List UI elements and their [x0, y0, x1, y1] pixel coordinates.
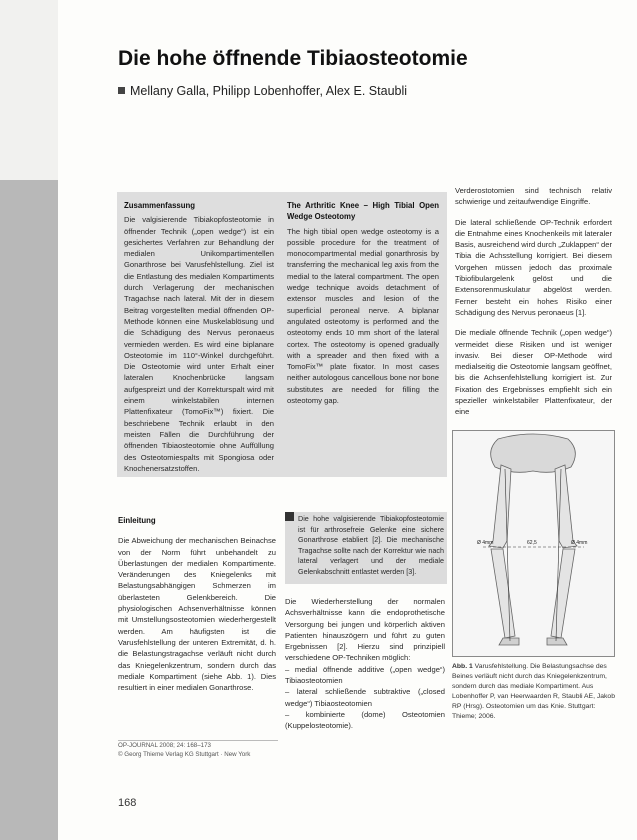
article-title: Die hohe öffnende Tibiaosteotomie [118, 47, 468, 70]
intro-text: Die Abweichung der mechanischen Beinachse von der Norm führt unbehandelt zu Überlastungen der medialen Kompartimente. Veränderungen des Kniegelenks mit Belastungsabhängigen Schmerzen im überlasteten Gelenkbereich. Die physiologischen Achsenverhältnisse können mit Umstellungsosteotomien wiederhergestellt werden. Am häufigsten ist die Varusfehlstellung der unteren Extremität, d. h. die Belastungstragachse verläuft nicht durch das Kniegelenkzentrum, sondern durch das mediale Kompartiment (siehe Abb. 1). Dies resultiert in einer medialen Gonarthrose. [118, 536, 276, 693]
summary-text: The high tibial open wedge osteotomy is a possible procedure for the treatment of monocompartmental medial gonarthrosis by transferring the mechanical leg axis from the medial to the lateral compartment. The open wedge technique avoids detachment of extensor muscles and lesion of the superficial peroneal nerve. A biplanar angulated osteotomy is performed and the osteotomy ends 10 mm short of the lateral cortex. The osteotomy is opened gradually with a spreader and then fixed with a TomoFix™ plate fixator. In most cases neither autologous cancellous bone nor bone substitutes are needed for filling the osteotomy gap. [287, 226, 439, 406]
middle-column [285, 596, 445, 732]
intro-column [118, 515, 276, 693]
abstract-heading: Zusammenfassung [124, 201, 196, 210]
caption-text: Varusfehlstellung. Die Belastungsachse des Beines verläuft nicht durch das Kniegelenkzentrum, sondern durch das mediale Kompartiment. Aus Lobenhoffer P, van Heerwaarden R, Staubli AE, Jakob RP (Hrsg). Osteotomien um das Knie. Stuttgart: Thieme; 2006. [452, 663, 615, 720]
footer-line-2: © Georg Thieme Verlag KG Stuttgart · New York [118, 750, 251, 758]
figure-label-right: Ø 4mm [571, 540, 588, 546]
authors-text: Mellany Galla, Philipp Lobenhoffer, Alex E. Staubli [130, 84, 408, 98]
bullet-square-icon [118, 87, 125, 94]
middle-bullet-2: – lateral schließende subtraktive („closed wedge“) Tibiaosteotomien [285, 687, 445, 708]
highlight-column [298, 514, 444, 577]
middle-bullet-1: – medial öffnende additive („open wedge“) Tibiaosteotomien [285, 664, 445, 686]
intro-heading: Einleitung [118, 516, 156, 525]
figure-label-mid: 62,5 [527, 540, 537, 546]
highlight-marker [285, 512, 294, 521]
middle-paragraph: Die Wiederherstellung der normalen Achsverhältnisse kann die endoprothetische Versorgung bei jungen und körperlich aktiven Patienten hinauszögern und führt zu guten Ergebnissen [2]. Hierzu sind prinzipiell verschiedene OP-Techniken möglich: [285, 597, 445, 663]
footer-rule [118, 740, 278, 741]
page-number: 168 [118, 797, 137, 809]
figure-leg-axis [452, 430, 615, 657]
article-authors [118, 84, 407, 98]
highlight-text: Die hohe valgisierende Tibiakopfosteotomie ist für arthrosefreie Gelenke eine sichere Gonarthrose etabliert [2]. Die mechanische Tragachse sollte nach der Korrektur wie nach lateral verlagert und der mediale Gelenkabschnitt entlastet werden [3]. [298, 514, 444, 576]
summary-heading: The Arthritic Knee – High Tibial Open Wedge Osteotomy [287, 201, 439, 222]
page-margin-bar [0, 180, 58, 840]
figure-label-left: Ø 4mm [477, 540, 494, 546]
abstract-text: Die valgisierende Tibiakopfosteotomie in öffnender Technik („open wedge“) ist ein gesichertes Verfahren zur Behandlung der medialen Unikompartimentellen Gonarthrose bei Varusfehlstellung. Ziel ist die Entlastung des medialen Kompartiments durch Verlagerung der mechanischen Tragachse nach lateral. Mit der in diesem Beitrag vorgestellten medial öffnenden OP-Methode können eine Muskelablösung und die Schädigung des Nervus peronaeus vermieden werden. Es wird eine biplanare Osteotomie im 110°-Winkel durchgeführt. Die Osteotomie wird unter Erhalt einer lateralen Knochenbrücke langsam aufgespreizt und der Korrekturspalt wird mit einem winkelstabilen internen Plattenfixateur (TomoFix™) fixiert. Die beschriebene Technik erlaubt in den meisten Fällen die Durchführung der öffnenden Tibiaosteotomie ohne Auffüllung des Osteotomiespalts mit Spongiosa oder Knochenersatzstoffen. [124, 215, 274, 473]
footer [118, 742, 250, 759]
right-paragraph-3: Die mediale öffnende Technik („open wedge“) vermeidet diese Risiken und ist weniger invasiv. Bei dieser OP-Methode wird medialseitig die Osteotomie langsam geöffnet, bis die Achsenfehlstellung korrigiert ist. Zur Fixation des Ergebnisses empfiehlt sich ein spezieller winkelstabiler Plattenfixateur, der eine [455, 328, 612, 417]
page-margin-top [0, 0, 58, 180]
abstract-column [124, 200, 274, 474]
right-column [455, 185, 612, 418]
footer-line-1: OP-JOURNAL 2008; 24: 168–173 [118, 742, 211, 749]
caption-label: Abb. 1 [452, 663, 473, 670]
middle-bullet-3: – kombinierte (dome) Osteotomien (Kuppelosteotomie). [285, 709, 445, 731]
right-paragraph-2: Die lateral schließende OP-Technik erfordert die Entnahme eines Knochenkeils mit lateraler Basis, ausreichend wird durch „Zuklappen“ der Tibia die Achsstellung korrigiert. Bei diesem Vorgehen müssen jedoch das proximale Tibiofibulargelenk gelöst und die Extensorenmuskulatur abgelöst werden. Ferner besteht ein hohes Risiko einer Schädigung des Nervus peronaeus [1]. [455, 217, 613, 317]
figure-caption [452, 662, 615, 722]
leg-axis-illustration [453, 431, 614, 656]
right-paragraph-1: Verderostotomien sind technisch relativ schwierige und zeitaufwendige Eingriffe. [455, 186, 612, 207]
summary-column [287, 200, 439, 406]
